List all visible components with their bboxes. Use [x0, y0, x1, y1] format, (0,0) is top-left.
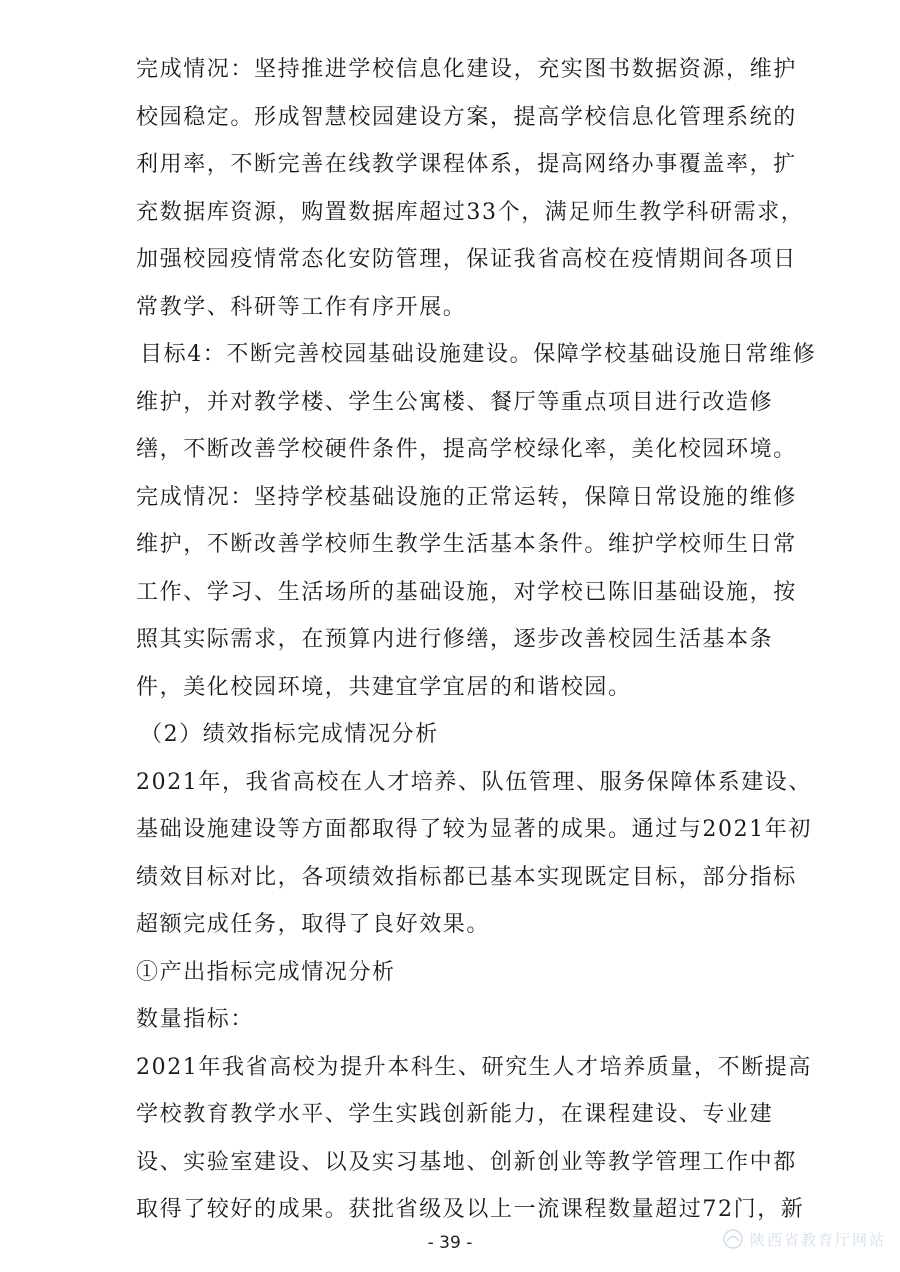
text-line: 校园稳定。形成智慧校园建设方案，提高学校信息化管理系统的: [136, 104, 797, 130]
subsection-heading: ①产出指标完成情况分析: [136, 959, 396, 985]
text-line: 利用率，不断完善在线教学课程体系，提高网络办事覆盖率，扩: [136, 152, 797, 177]
watermark: [722, 1228, 886, 1250]
text-line: 照其实际需求，在预算内进行修缮，逐步改善校园生活基本条: [136, 627, 774, 652]
text-line: 维护，并对教学楼、学生公寓楼、餐厅等重点项目进行改造修: [136, 389, 774, 415]
text-line: 2021年，我省高校在人才培养、队伍管理、服务保障体系建设、: [136, 769, 812, 795]
text-line: 加强校园疫情常态化安防管理，保证我省高校在疫情期间各项日: [136, 247, 797, 272]
text-line: 目标4：不断完善校园基础设施建设。保障学校基础设施日常维修: [140, 342, 817, 367]
text-line: 完成情况：坚持推进学校信息化建设，充实图书数据资源，维护: [136, 57, 797, 82]
text-line: 绩效目标对比，各项绩效指标都已基本实现既定目标，部分指标: [136, 864, 797, 890]
text-line: 缮，不断改善学校硬件条件，提高学校绿化率，美化校园环境。: [136, 437, 797, 462]
text-line: 完成情况：坚持学校基础设施的正常运转，保障日常设施的维修: [136, 484, 797, 510]
text-line: 2021年我省高校为提升本科生、研究生人才培养质量，不断提高: [136, 1054, 812, 1080]
text-line: 超额完成任务，取得了良好效果。: [136, 912, 491, 937]
text-line: 取得了较好的成果。获批省级及以上一流课程数量超过72门，新: [136, 1197, 805, 1222]
section-heading: （2）绩效指标完成情况分析: [140, 722, 439, 747]
text-line: 学校教育教学水平、学生实践创新能力，在课程建设、专业建: [136, 1102, 774, 1127]
text-line: 维护，不断改善学校师生教学生活基本条件。维护学校师生日常: [136, 532, 797, 557]
text-line: 常教学、科研等工作有序开展。: [136, 294, 467, 320]
watermark-text: 陕西省教育厅网站: [749, 1230, 886, 1249]
text-line: 设、实验室建设、以及实习基地、创新创业等教学管理工作中都: [136, 1149, 797, 1175]
text-line: 充数据库资源，购置数据库超过33个，满足师生教学科研需求，: [136, 199, 805, 225]
page-number: - 39 -: [427, 1233, 473, 1253]
watermark-logo-icon: [722, 1228, 744, 1250]
text-line: 工作、学习、生活场所的基础设施，对学校已陈旧基础设施，按: [136, 579, 797, 605]
subsection-label: 数量指标：: [136, 1007, 255, 1032]
text-line: 件，美化校园环境，共建宜学宜居的和谐校园。: [136, 674, 632, 700]
text-line: 基础设施建设等方面都取得了较为显著的成果。通过与2021年初: [136, 817, 812, 842]
